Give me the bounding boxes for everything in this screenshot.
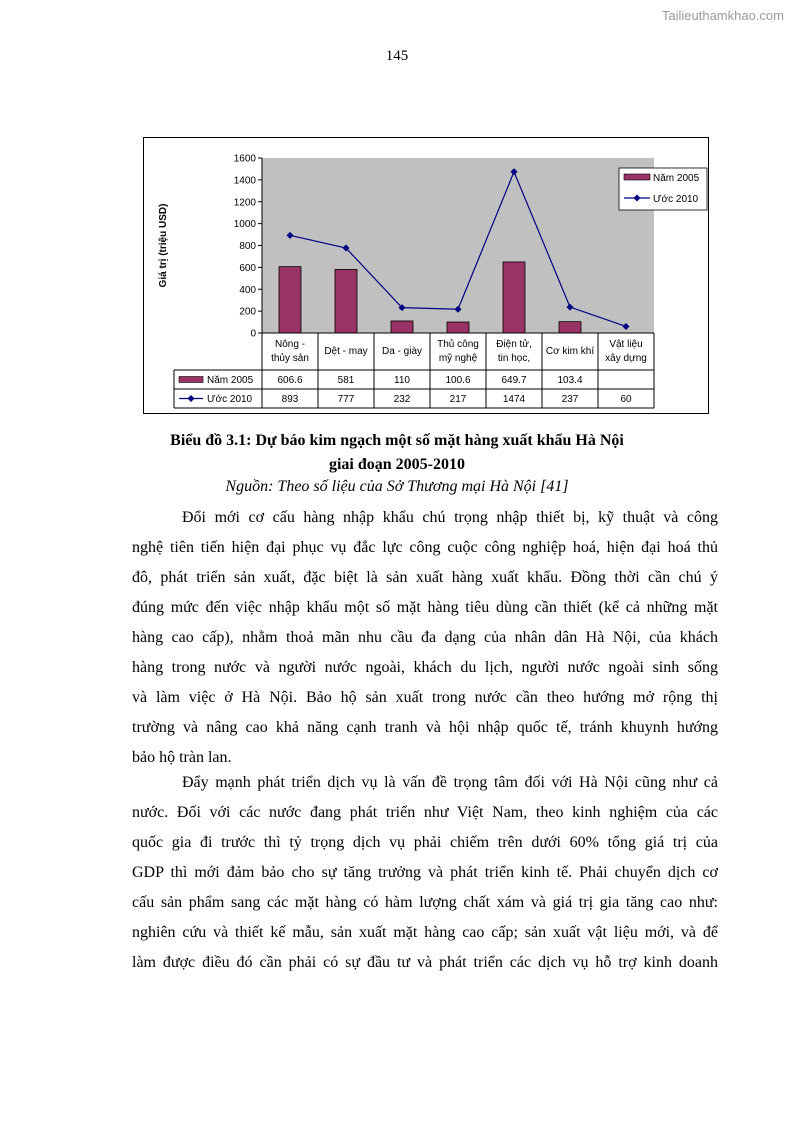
x-category-label: Dệt - may: [324, 346, 368, 357]
y-tick-label: 200: [239, 306, 256, 318]
data-label-2005: 606.6: [277, 375, 303, 386]
figure-source: Nguồn: Theo số liệu của Sở Thương mại Hà Nội [41]: [225, 478, 569, 495]
y-tick-label: 0: [250, 328, 256, 340]
paragraph-2-line: nước. Đối với các nước đang phát triển như Việt Nam, theo kinh nghiệm của các: [132, 804, 718, 821]
data-label-2010: 1474: [502, 394, 526, 405]
paragraph-2-line: quốc gia đi trước thì tỷ trọng dịch vụ phải chiếm trên dưới 60% tổng giá trị của: [132, 834, 718, 851]
x-category-label: Điện tử,: [496, 339, 532, 350]
legend-swatch-2005: [624, 174, 650, 180]
table-row-label-2010: Ước 2010: [207, 394, 253, 405]
table-marker-2010: [188, 395, 195, 402]
table-swatch-2005: [179, 377, 203, 383]
bar-2005: [447, 322, 469, 333]
y-tick-label: 1400: [233, 175, 256, 187]
paragraph-2-line: làm được điều đó cần phải có sự đầu tư và phát triển các dịch vụ hỗ trợ kinh doanh: [132, 954, 718, 971]
y-tick-label: 1000: [233, 219, 256, 231]
bar-2005: [559, 322, 581, 333]
paragraph-2-line: Đẩy mạnh phát triển dịch vụ là vấn đề trọng tâm đối với Hà Nội cũng như cả: [182, 774, 718, 791]
data-label-2010: 60: [620, 394, 632, 405]
paragraph-1-line: trường và nâng cao khả năng cạnh tranh và hội nhập quốc tế, tránh khuynh hướng: [132, 719, 718, 736]
data-label-2010: 232: [393, 394, 411, 405]
x-category-label: xây dựng: [605, 353, 647, 364]
paragraph-1: [132, 503, 718, 773]
bar-2005: [279, 267, 301, 333]
paragraph-1-line: đô, phát triển sản xuất, đặc biệt là sản xuất hàng xuất khẩu. Đồng thời cần chú ý: [132, 569, 718, 586]
y-tick-label: 600: [239, 262, 256, 274]
x-category-label: thủy sản: [271, 353, 309, 364]
data-label-2005: 110: [394, 375, 410, 386]
data-label-2010: 217: [449, 394, 467, 405]
watermark: Tailieuthamkhao.com: [661, 8, 784, 23]
paragraph-1-line: và làm việc ở Hà Nội. Bảo hộ sản xuất trong nước cần theo hướng mở rộng thị: [132, 689, 718, 706]
page-number: 145: [385, 48, 409, 64]
y-tick-label: 400: [239, 284, 256, 296]
paragraph-2-line: cấu sản phẩm sang các mặt hàng có hàm lượng chất xám và giá trị gia tăng cao như:: [132, 894, 718, 911]
y-tick-label: 1200: [233, 197, 256, 209]
paragraph-2-line: GDP thì mới đảm bảo cho sự tăng trưởng và phát triển kinh tế. Phải chuyển dịch cơ: [132, 864, 718, 881]
chart-svg: [144, 138, 710, 415]
figure-title-line-1: Biểu đồ 3.1: Dự báo kim ngạch một số mặt hàng xuất khẩu Hà Nội: [170, 432, 624, 449]
table-row-label-2005: Năm 2005: [207, 375, 254, 386]
paragraph-1-line: hàng trong nước và người nước ngoài, khách du lịch, người nước ngoài sinh sống: [132, 659, 718, 676]
x-category-label: Cơ kim khí: [545, 346, 595, 357]
bar-2005: [335, 269, 357, 333]
data-label-2005: 649.7: [501, 375, 527, 386]
data-label-2010: 893: [281, 394, 299, 405]
x-category-label: Da - giày: [381, 346, 423, 357]
legend-label-2010: Ước 2010: [653, 194, 699, 205]
paragraph-1-line: hàng cao cấp), nhằm thoả mãn nhu cầu đa dạng của nhân dân Hà Nội, của khách: [132, 629, 718, 646]
legend-label-2005: Năm 2005: [653, 173, 700, 184]
y-tick-label: 1600: [233, 153, 256, 165]
x-category-label: tin học,: [497, 353, 531, 364]
paragraph-1-line: bảo hộ tràn lan.: [132, 749, 232, 766]
data-label-2010: 777: [337, 394, 355, 405]
x-category-label: Thủ công: [437, 339, 479, 350]
chart: [143, 137, 709, 414]
data-label-2010: 237: [561, 394, 579, 405]
figure-title-line-2: giai đoạn 2005-2010: [328, 456, 465, 473]
x-category-label: Nông -: [274, 339, 306, 350]
paragraph-1-line: Đổi mới cơ cấu hàng nhập khẩu chú trọng nhập thiết bị, kỹ thuật và công: [182, 509, 718, 526]
y-tick-label: 800: [239, 241, 256, 252]
bar-2005: [391, 321, 413, 333]
paragraph-2-line: nghiên cứu và thiết kế mẫu, sản xuất mặt hàng cao cấp; sản xuất vật liệu mới, và để: [132, 924, 718, 941]
data-label-2005: 103.4: [557, 375, 583, 386]
data-label-2005: 581: [337, 375, 355, 386]
paragraph-1-line: nghệ tiên tiến hiện đại phục vụ đắc lực công cuộc công nghiệp hoá, hiện đại hoá thủ: [132, 539, 718, 556]
x-category-label: Vật liệu: [609, 339, 643, 350]
data-label-2005: 100.6: [445, 375, 471, 386]
x-category-label: mỹ nghệ: [438, 353, 478, 364]
bar-2005: [503, 262, 525, 333]
paragraph-2: [132, 768, 718, 978]
paragraph-1-line: đúng mức đến việc nhập khẩu một số mặt hàng tiêu dùng cần thiết (kể cả những mặt: [132, 599, 718, 616]
y-axis-title: Giá trị (triệu USD): [158, 203, 169, 288]
